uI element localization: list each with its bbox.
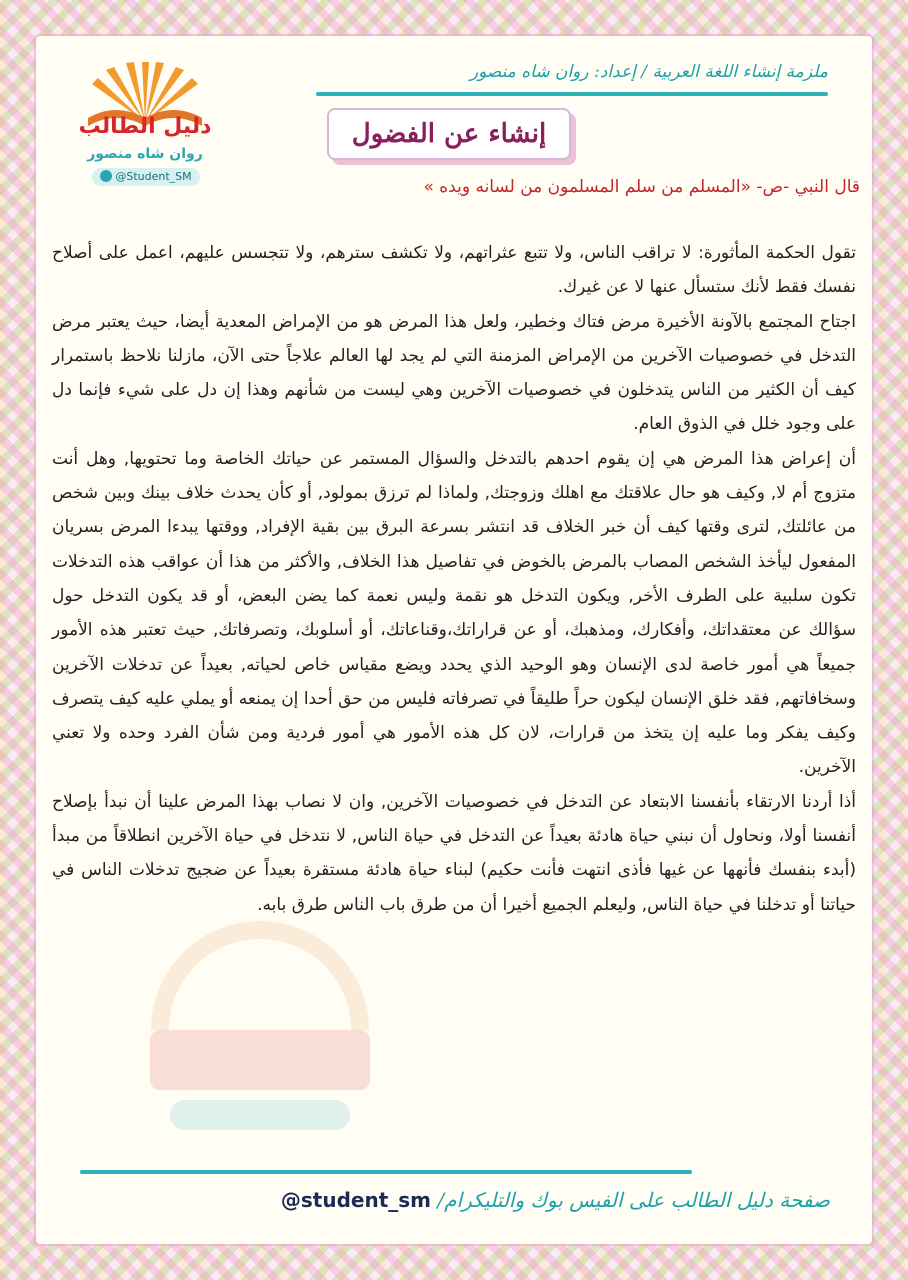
paragraph: أذا أردنا الارتقاء بأنفسنا الابتعاد عن التدخل في خصوصيات الآخرين, وان لا نصاب بهذا المرض علينا أن نبدأ بإصلاح أنفسنا أولا، ونحاول أن نبني حياة هادئة بعيداً عن التدخل في حياة الناس, لا نتدخل في حياة الآخرين انطلاقاً من مبدأ (أبدء بنفسك فأنهها عن غيها فأذى انتهت فأنت حكيم) لبناء حياة هادئة مستقرة بعيداً عن ضجيج تدخلات الناس في حياتنا أو تدخلنا في حياة الناس, وليعلم الجميع أخيرا أن من طرق باب الناس طرق بابه. <box>52 791 856 915</box>
paragraph: تقول الحكمة المأثورة: لا تراقب الناس، ولا تتبع عثراتهم، ولا تكشف سترهم، ولا تتجسس عليهم، اعمل على أصلاح نفسك فقط لأنك ستسأل عنها لا عن غيرك. <box>52 243 856 298</box>
page-title: إنشاء عن الفضول <box>327 108 571 160</box>
paragraph: أن إعراض هذا المرض هي إن يقوم احدهم بالتدخل والسؤال المستمر عن حياتك الخاصة وما تحتويها, وهل أنت متزوج أم لا, وكيف هو حال علاقتك مع اهلك وزوجتك, ولماذا لم ترزق بمولود, أو كأن يحدث خلاف بينك وبين شخص من عائلتك, لترى وقتها كيف أن خبر الخلاف قد انتشر بسرعة البرق بين بقية الإفراد, ووقتها يبدءا المرض بسريان المفعول ليأخذ الشخص المصاب بالمرض بالخوض في تفاصيل هذا الخلاف, والأكثر من هذا أن عواقب هذه التدخلات تكون سلبية على الطرف الأخر, ويكون التدخل هو نقمة وليس نعمة كما يضن البعض، أو قد يكون التدخل حول سؤالك عن معتقداتك، وأفكارك، ومذهبك، أو عن قراراتك،وقناعاتك، أو أسلوبك، وتصرفاتك, حيث تعتبر هذه الأمور جميعاً هي أمور خاصة لدى الإنسان وهو الوحيد الذي يحدد ويضع مقياس خاص لحياته, بعيداً عن تدخلات الآخرين وسخافاتهم, فقد خلق الإنسان ليكون حراً طليقاً في تصرفاته فليس من حق أحدا إن يمنعه أو يملي عليه كيف يتصرف وكيف يفكر وما عليه إن يتخذ من قرارات، لان كل هذه الأمور هي أمور فردية ومن شأن الفرد وحده ولا تعني الآخرين. <box>52 448 856 778</box>
footer <box>90 1180 830 1220</box>
header-divider <box>316 92 828 96</box>
telegram-icon <box>100 170 112 182</box>
footer-divider <box>80 1170 692 1174</box>
paragraph: اجتاح المجتمع بالآونة الأخيرة مرض فتاك وخطير، ولعل هذا المرض هو من الإمراض المعدية أيضا، حيث يعتبر مرض التدخل في خصوصيات الآخرين من الإمراض المزمنة التي لم يجد لها العالم علاجاً حتى الآن، مازلنا نلاحظ باستمرار كيف أن الكثير من الناس يتدخلون في خصوصيات الآخرين وهي ليست من شأنهم وهذا إن دل على شيء فإنما دل على وجود خلل في الذوق العام. <box>52 311 856 435</box>
brand-author: روان شاه منصور <box>87 146 203 162</box>
watermark-logo <box>110 910 410 1150</box>
hadith-quote: قال النبي -ص- «المسلم من سلم المسلمون من لسانه ويده » <box>423 177 860 197</box>
essay-body <box>52 236 856 922</box>
header-caption: ملزمة إنشاء اللغة العربية / إعداد: روان شاه منصور <box>469 62 828 82</box>
brand-logo <box>70 58 220 188</box>
brand-name: دليل الطالب <box>78 114 212 139</box>
footer-page-label: صفحة دليل الطالب على الفيس بوك والتليكرام/ <box>437 1188 830 1212</box>
footer-handle[interactable]: @student_sm <box>280 1188 432 1212</box>
brand-handle: @Student_SM <box>115 170 192 183</box>
